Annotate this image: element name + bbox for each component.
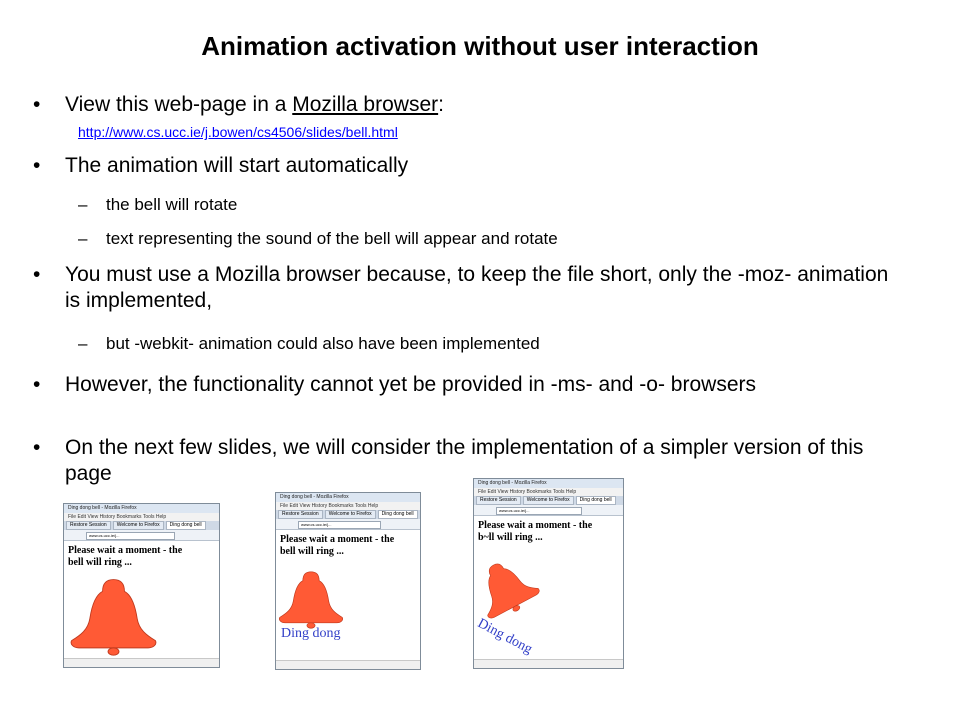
status-bar <box>474 659 623 668</box>
window-title: Ding dong bell - Mozilla Firefox <box>64 504 219 513</box>
sub-bullet-text: text representing the sound of the bell will appear and rotate <box>106 229 558 248</box>
tab-bar <box>474 496 623 505</box>
sub-bullet-dash: – <box>78 195 88 214</box>
slide-title: Animation activation without user interaction <box>201 31 759 61</box>
wait-message: Please wait a moment - the bell will ring ... <box>68 545 183 568</box>
menu-bar: File Edit View History Bookmarks Tools Help <box>474 488 623 496</box>
tab-welcome: Welcome to Firefox <box>523 496 574 505</box>
browser-screenshot-3 <box>473 478 624 669</box>
tab-welcome: Welcome to Firefox <box>325 510 376 519</box>
bell-icon <box>66 575 161 657</box>
tab-restore-session: Restore Session <box>66 521 111 530</box>
window-title: Ding dong bell - Mozilla Firefox <box>276 493 420 502</box>
sub-bullet-dash: – <box>78 334 88 353</box>
nav-bar <box>64 530 219 541</box>
address-bar: www.cs.ucc.ie/j... <box>496 507 582 515</box>
tab-restore-session: Restore Session <box>476 496 521 505</box>
ding-dong-text: Ding dong <box>474 616 535 658</box>
tab-restore-session: Restore Session <box>278 510 323 519</box>
bullet-dot: • <box>33 154 41 177</box>
window-title: Ding dong bell - Mozilla Firefox <box>474 479 623 488</box>
address-bar: www.cs.ucc.ie/j... <box>86 532 175 540</box>
menu-bar: File Edit View History Bookmarks Tools Help <box>64 513 219 521</box>
tab-ding-dong: Ding dong bell <box>378 510 418 519</box>
menu-bar: File Edit View History Bookmarks Tools Help <box>276 502 420 510</box>
bullet-text: However, the functionality cannot yet be provided in -ms- and -o- browsers <box>65 373 757 396</box>
wait-message: Please wait a moment - the b~ll will ring ... <box>478 520 593 543</box>
ding-dong-text: Ding dong <box>281 626 341 641</box>
address-bar: www.cs.ucc.ie/j... <box>298 521 381 529</box>
bullet-dot: • <box>33 373 41 396</box>
bullet-dot: • <box>33 263 41 286</box>
sub-bullet-text: the bell will rotate <box>106 195 238 214</box>
browser-screenshot-2 <box>275 492 421 670</box>
tab-ding-dong: Ding dong bell <box>166 521 206 530</box>
page-content <box>64 541 219 659</box>
sub-bullet-text: but -webkit- animation could also have been implemented <box>106 334 540 353</box>
bullet-text: The animation will start automatically <box>65 154 409 177</box>
bullet-text: View this web-page in a <box>65 93 293 116</box>
page-content <box>276 530 420 661</box>
status-bar <box>276 660 420 669</box>
wait-message: Please wait a moment - the bell will ring ... <box>280 534 395 557</box>
sub-bullet-dash: – <box>78 229 88 248</box>
browser-screenshot-1 <box>63 503 220 668</box>
mozilla-browser-link[interactable]: Mozilla browser <box>292 93 439 116</box>
tab-bar <box>276 510 420 519</box>
page-content <box>474 516 623 660</box>
status-bar <box>64 658 219 667</box>
nav-bar <box>474 505 623 516</box>
bullet-text-colon: : <box>438 93 444 116</box>
bullet-dot: • <box>33 436 41 459</box>
nav-bar <box>276 519 420 530</box>
bullet-text: On the next few slides, we will consider the implementation of a simpler version of this page <box>65 436 864 485</box>
bell-icon <box>277 566 345 632</box>
tab-ding-dong: Ding dong bell <box>576 496 616 505</box>
tab-welcome: Welcome to Firefox <box>113 521 164 530</box>
bullet-dot: • <box>33 93 41 116</box>
bullet-text: You must use a Mozilla browser because, to keep the file short, only the -moz- animation is implemented, <box>65 263 889 312</box>
tab-bar <box>64 521 219 530</box>
bell-page-url-link[interactable]: http://www.cs.ucc.ie/j.bowen/cs4506/slides/bell.html <box>78 124 398 140</box>
